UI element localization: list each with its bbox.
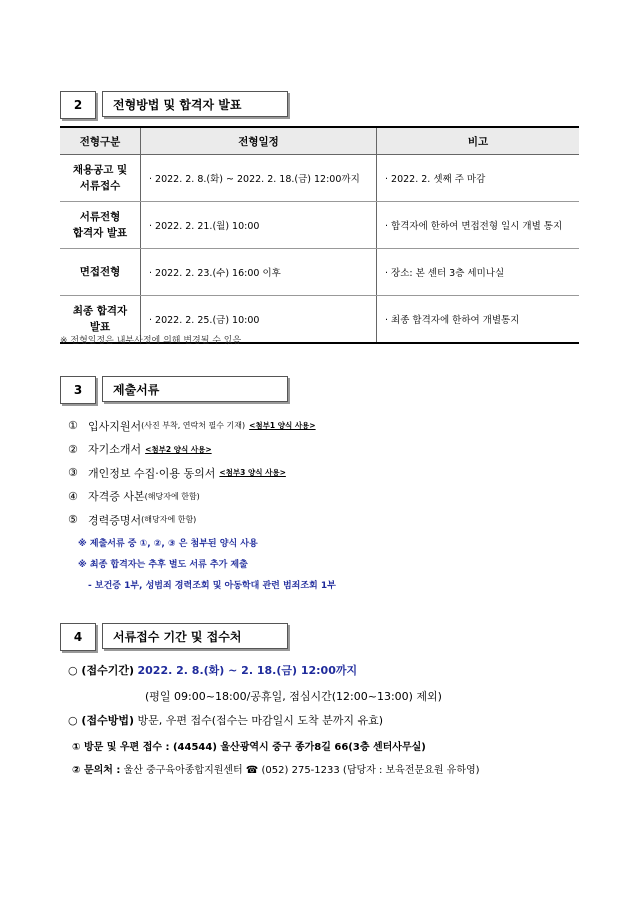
table-row (60, 202, 579, 249)
note-cell: · 장소: 본 센터 3층 세미나실 (377, 249, 580, 296)
stage-cell: 서류전형 합격자 발표 (60, 202, 141, 249)
section-4-title: 서류접수 기간 및 접수처 (102, 623, 288, 649)
visit-line: ① 방문 및 우편 접수 : (44544) 울산광역시 중구 종가8길 66(3층 센터사무실) (72, 742, 426, 753)
date-cell: · 2022. 2. 21.(월) 10:00 (141, 202, 377, 249)
list-item: ① 입사지원서 (사진 부착, 연락처 필수 기재) <첨부1 양식 사용> (68, 419, 316, 433)
note-cell: · 2022. 2. 셋째 주 마감 (377, 155, 580, 202)
schedule-table (60, 126, 579, 344)
stage-cell: 최종 합격자 발표 (60, 296, 141, 344)
note-line: - 보건증 1부, 성범죄 경력조회 및 아동학대 관련 범죄조회 1부 (88, 580, 336, 591)
table-row (60, 155, 579, 202)
attachment-note: <첨부1 양식 사용> (249, 421, 316, 431)
note-cell: · 합격자에 한하여 면접전형 일시 개별 통지 (377, 202, 580, 249)
note-cell: · 최종 합격자에 한하여 개별통지 (377, 296, 580, 344)
note-line: ※ 최종 합격자는 추후 별도 서류 추가 제출 (78, 559, 248, 570)
required-documents-list (68, 414, 336, 595)
section-3-title: 제출서류 (102, 376, 288, 402)
stage-cell: 채용공고 및 서류접수 (60, 155, 141, 202)
section-2-header (60, 91, 288, 121)
section-3-header (60, 376, 288, 406)
table-row (60, 249, 579, 296)
table-header-row (60, 127, 579, 155)
section-4-header (60, 623, 288, 653)
section-3-number: 3 (60, 376, 96, 404)
schedule-footnote: ※ 전형일정은 내부사정에 의해 변경될 수 있음 (60, 336, 242, 346)
period-line: ○ (접수기간) 2022. 2. 8.(화) ~ 2. 18.(금) 12:00까지 (68, 664, 358, 677)
section-4-number: 4 (60, 623, 96, 651)
col-header-note: 비고 (377, 127, 580, 155)
date-cell: · 2022. 2. 8.(화) ~ 2022. 2. 18.(금) 12:00까지 (141, 155, 377, 202)
note-line: ※ 제출서류 중 ①, ②, ③ 은 첨부된 양식 사용 (78, 538, 258, 549)
list-item: ② 자기소개서 <첨부2 양식 사용> (68, 442, 212, 457)
contact-line: ② 문의처 : 울산 중구육아종합지원센터 ☎ (052) 275-1233 (담당자 : 보육전문요원 유하영) (72, 765, 480, 776)
attachment-note: <첨부2 양식 사용> (145, 444, 212, 454)
stage-cell: 면접전형 (60, 249, 141, 296)
section-2-number: 2 (60, 91, 96, 119)
date-cell: · 2022. 2. 25.(금) 10:00 (141, 296, 377, 344)
period-sub: (평일 09:00~18:00/공휴일, 점심시간(12:00~13:00) 제외) (145, 690, 442, 703)
method-line: ○ (접수방법) 방문, 우편 접수(접수는 마감일시 도착 분까지 유효) (68, 714, 384, 727)
list-item: ⑤ 경력증명서 (해당자에 한함) (68, 513, 197, 527)
list-item: ④ 자격증 사본 (해당자에 한함) (68, 489, 200, 504)
section-2-title: 전형방법 및 합격자 발표 (102, 91, 288, 117)
col-header-stage: 전형구분 (60, 127, 141, 155)
attachment-note: <첨부3 양식 사용> (219, 468, 286, 478)
list-item: ③ 개인정보 수집·이용 동의서 <첨부3 양식 사용> (68, 466, 286, 480)
col-header-date: 전형일정 (141, 127, 377, 155)
date-cell: · 2022. 2. 23.(수) 16:00 이후 (141, 249, 377, 296)
